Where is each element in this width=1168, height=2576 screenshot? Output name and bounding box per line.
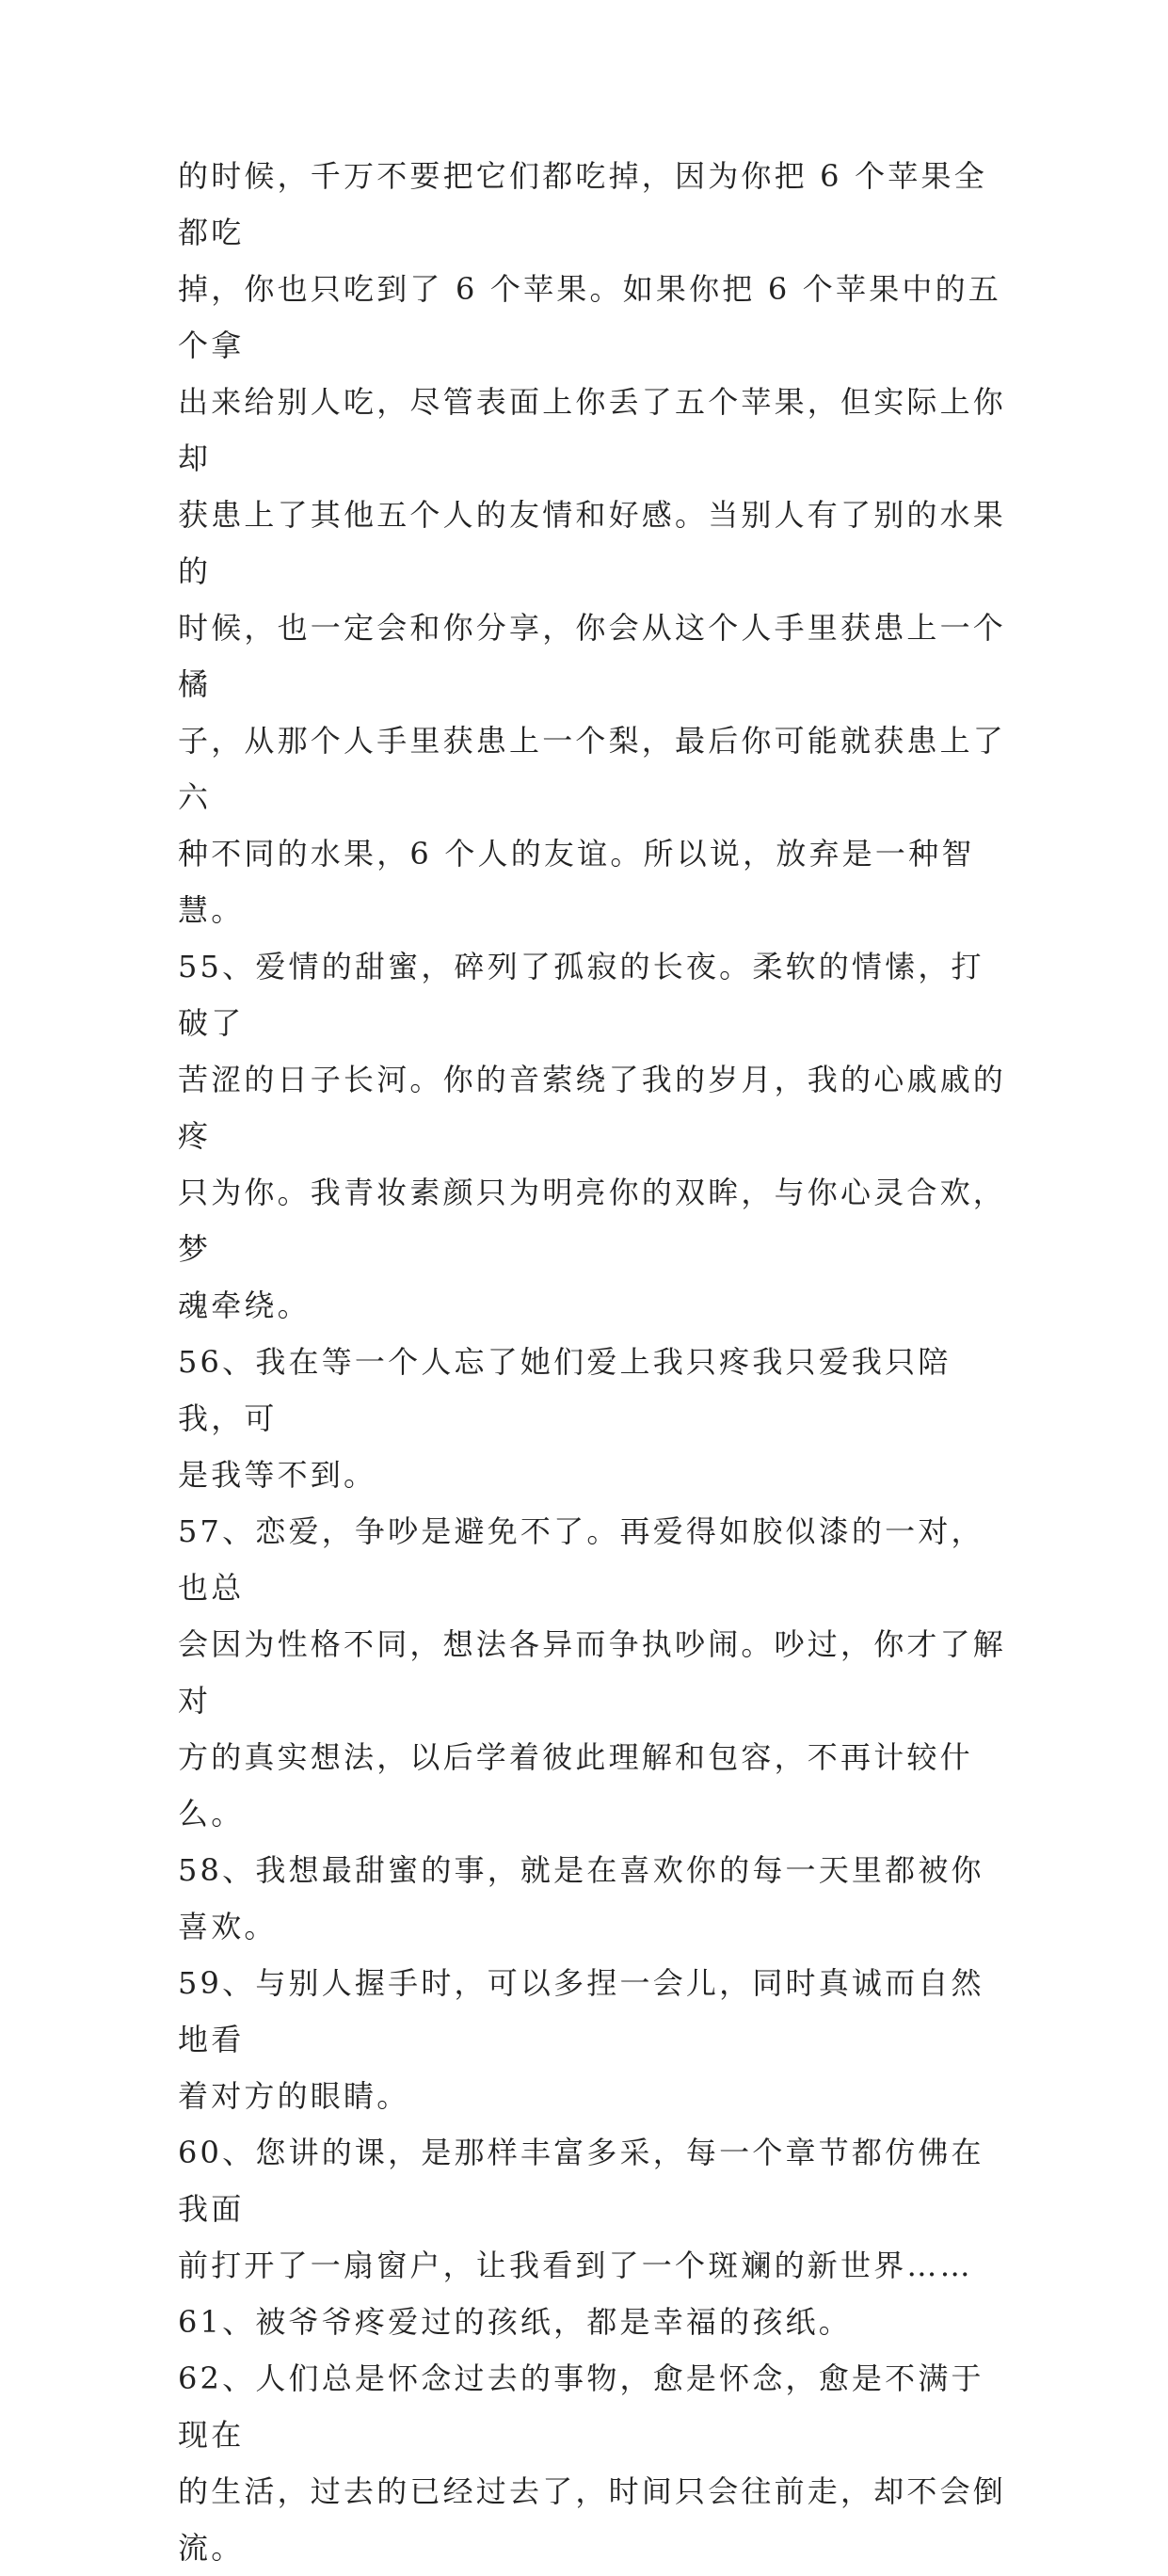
document-body [178,148,1011,2576]
paragraph: 57、恋爱，争吵是避免不了。再爱得如胶似漆的一对，也总 会因为性格不同，想法各异而争执吵闹。吵过，你才了解对 方的真实想法，以后学着彼此理解和包容，不再计较什么。 [178,1513,1007,1832]
paragraph: 62、人们总是怀念过去的事物，愈是怀念，愈是不满于现在 的生活，过去的已经过去了，时间只会往前走，却不会倒流。 [178,2360,1007,2566]
paragraph: 61、被爷爷疼爱过的孩纸，都是幸福的孩纸。 [178,2304,852,2340]
paragraph: 60、您讲的课，是那样丰富多采，每一个章节都仿佛在我面 前打开了一扇窗户，让我看到了一个斑斓的新世界…… [178,2135,984,2283]
paragraph: 56、我在等一个人忘了她们爱上我只疼我只爱我只陪我，可 是我等不到。 [178,1344,952,1493]
paragraph: 55、爱情的甜蜜，碎列了孤寂的长夜。柔软的情愫，打破了 苦涩的日子长河。你的音萦绕了我的岁月，我的心戚戚的疼 只为你。我青妆素颜只为明亮你的双眸，与你心灵合欢，梦 魂牵绕。 [178,949,1007,1323]
paragraph: 59、与别人握手时，可以多捏一会儿，同时真诚而自然地看 着对方的眼睛。 [178,1965,984,2114]
paragraph: 的时候，千万不要把它们都吃掉，因为你把 6 个苹果全都吃 掉，你也只吃到了 6 个苹果。如果你把 6 个苹果中的五个拿 出来给别人吃，尽管表面上你丢了五个苹果，但实际上你却 获患上了其他五个人的友情和好感。当别人有了别的水果的 时候，也一定会和你分享，你会从这个人手里获患上一个橘 子，从那个人手里获患上一个梨，最后你可能就获患上了六 种不同的水果，6 个人的友谊。所以说，放弃是一种智慧。 [178,158,1007,928]
paragraph: 58、我想最甜蜜的事，就是在喜欢你的每一天里都被你喜欢。 [178,1852,984,1944]
